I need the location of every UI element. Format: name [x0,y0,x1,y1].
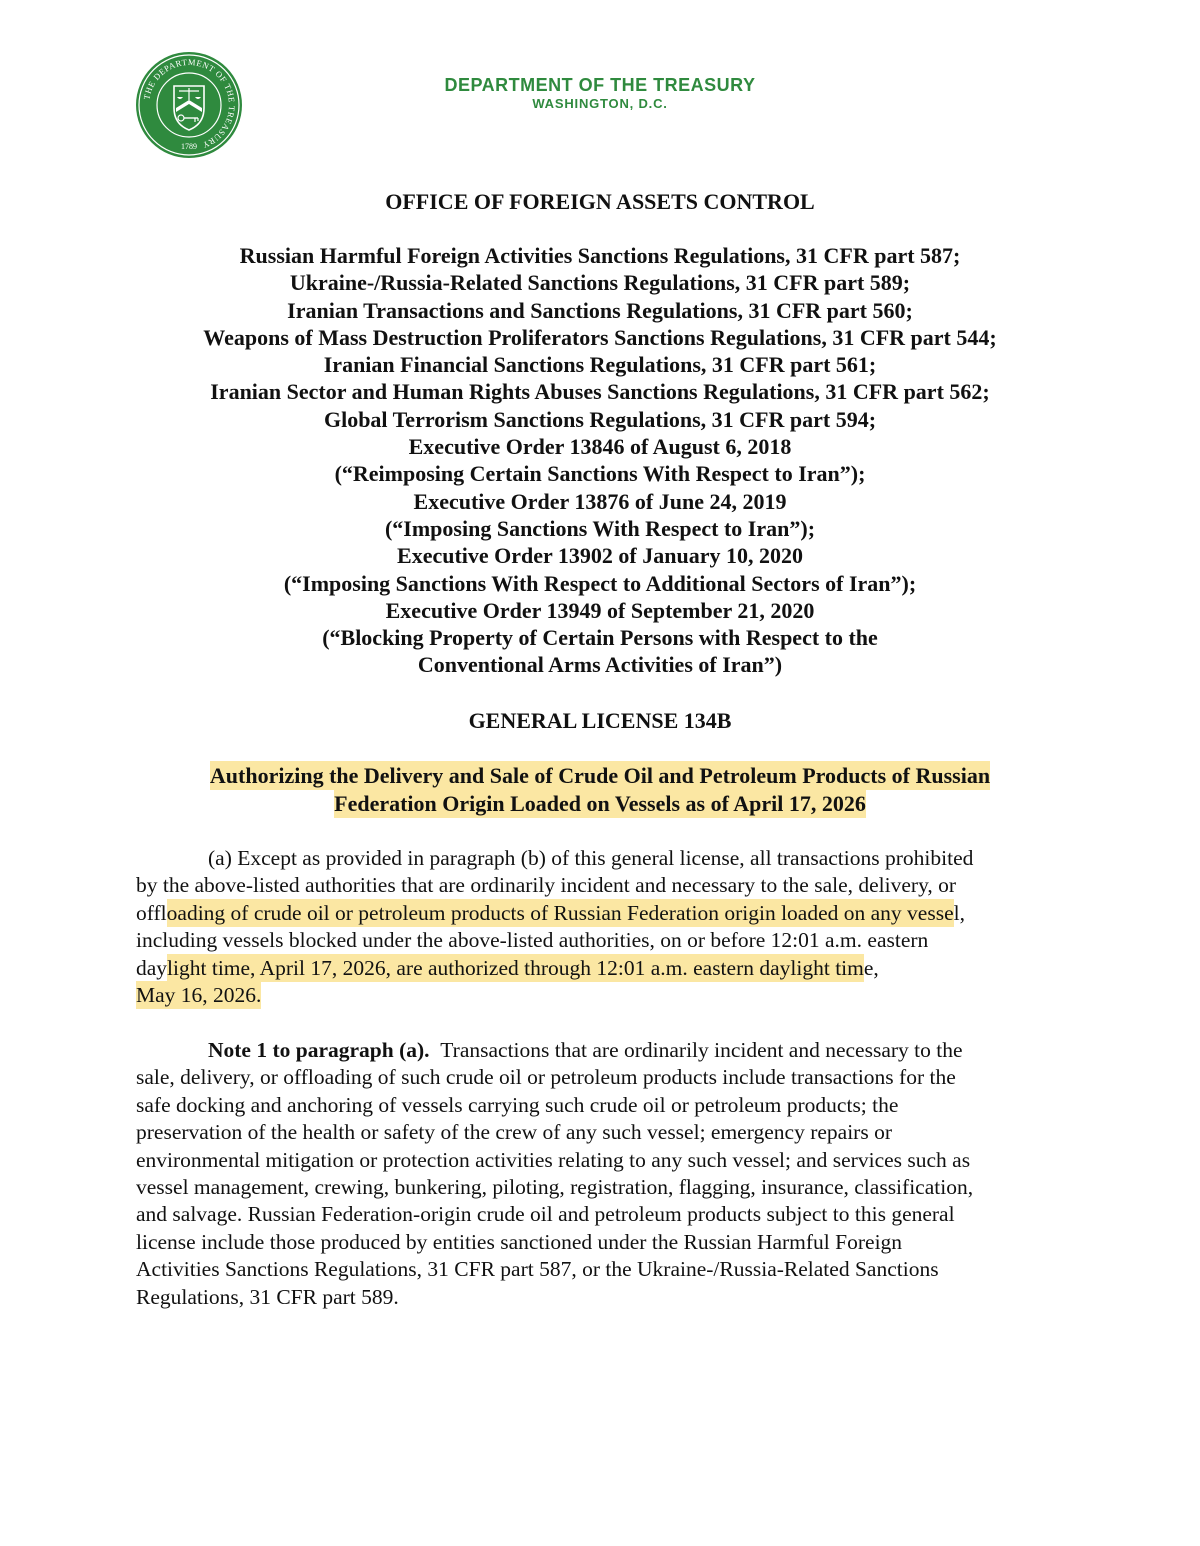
authority-item: Conventional Arms Activities of Iran”) [417,652,783,678]
license-title: GENERAL LICENSE 134B [468,708,732,733]
svg-text:THE DEPARTMENT OF THE TREASURY: THE DEPARTMENT OF THE TREASURY [141,56,238,151]
note-1-line [136,1037,1064,1064]
note-1-line: and salvage. Russian Federation-origin crude oil and petroleum products subject to this general [136,1202,955,1227]
authority-item: Iranian Transactions and Sanctions Regulations, 31 CFR part 560; [287,297,913,323]
note-1-line: vessel management, crewing, bunkering, piloting, registration, flagging, insurance, classification, [136,1175,974,1200]
authority-item: Weapons of Mass Destruction Proliferators Sanctions Regulations, 31 CFR part 544; [203,324,997,350]
authority-item: Ukraine-/Russia-Related Sanctions Regulations, 31 CFR part 589; [289,270,911,296]
paragraph-a-line [136,900,1064,927]
highlighted-text: May 16, 2026. [136,983,262,1008]
note-1-line: safe docking and anchoring of vessels carrying such crude oil or petroleum products; the [136,1092,899,1117]
office-title: OFFICE OF FOREIGN ASSETS CONTROL [385,189,815,214]
paragraph-a-line [136,955,1064,982]
department-city: WASHINGTON, D.C. [532,96,668,111]
authority-item: (“Imposing Sanctions With Respect to Additional Sectors of Iran”); [283,570,917,596]
note-1-line: Regulations, 31 CFR part 589. [136,1284,399,1309]
authority-item: Executive Order 13876 of June 24, 2019 [413,488,787,514]
license-subtitle [0,762,1200,818]
authority-item: Iranian Sector and Human Rights Abuses Sanctions Regulations, 31 CFR part 562; [210,379,990,405]
authority-item: Russian Harmful Foreign Activities Sanctions Regulations, 31 CFR part 587; [239,243,961,268]
department-header [0,74,1200,112]
paragraph-a-line: (a) Except as provided in paragraph (b) of this general license, all transactions prohibited [208,846,974,870]
note-1-line: preservation of the health or safety of the crew of any such vessel; emergency repairs or [136,1120,892,1145]
authority-item: (“Blocking Property of Certain Persons with Respect to the [322,625,878,651]
paragraph-a [136,845,1064,1009]
highlighted-text: light time, April 17, 2026, are authorized through 12:01 a.m. eastern daylight tim [167,955,864,980]
paragraph-a-line: by the above-listed authorities that are ordinarily incident and necessary to the sale, delivery, or [136,873,957,898]
authorities-list [0,242,1200,679]
authority-item: (“Reimposing Certain Sanctions With Respect to Iran”); [334,461,866,487]
paragraph-a-line [136,982,1064,1009]
text-segment: offl [136,900,167,925]
highlighted-text: oading of crude oil or petroleum products of Russian Federation origin loaded on any vesse [166,900,954,925]
authority-item: Iranian Financial Sanctions Regulations, 31 CFR part 561; [323,352,877,378]
note-1-heading: Note 1 to paragraph (a). [208,1038,430,1062]
subtitle-line-2: Federation Origin Loaded on Vessels as of April 17, 2026 [334,791,866,816]
authority-item: Executive Order 13949 of September 21, 2020 [385,597,815,623]
text-segment: Transactions that are ordinarily incident and necessary to the [440,1038,963,1062]
note-1-line: environmental mitigation or protection activities relating to any such vessel; and services such as [136,1147,971,1172]
paragraph-a-line: including vessels blocked under the above-listed authorities, on or before 12:01 a.m. eastern [136,928,929,953]
text-segment: l, [953,900,965,925]
note-1-line: sale, delivery, or offloading of such crude oil or petroleum products include transactions for the [136,1065,956,1090]
department-name: DEPARTMENT OF THE TREASURY [444,75,756,95]
authority-item: Executive Order 13902 of January 10, 2020 [397,543,803,569]
svg-text:1789: 1789 [181,142,197,151]
subtitle-line-1: Authorizing the Delivery and Sale of Crude Oil and Petroleum Products of Russian [209,763,991,788]
text-segment: e, [863,955,879,980]
note-1-line: license include those produced by entities sanctioned under the Russian Harmful Foreign [136,1229,903,1254]
authority-item: Executive Order 13846 of August 6, 2018 [408,434,792,460]
authority-item: (“Imposing Sanctions With Respect to Iran”); [384,515,816,541]
authority-item: Global Terrorism Sanctions Regulations, 31 CFR part 594; [323,406,877,432]
text-segment: day [136,955,168,980]
note-1-line: Activities Sanctions Regulations, 31 CFR part 587, or the Ukraine-/Russia-Related Sanctions [136,1257,939,1282]
note-1-paragraph [136,1037,1064,1311]
